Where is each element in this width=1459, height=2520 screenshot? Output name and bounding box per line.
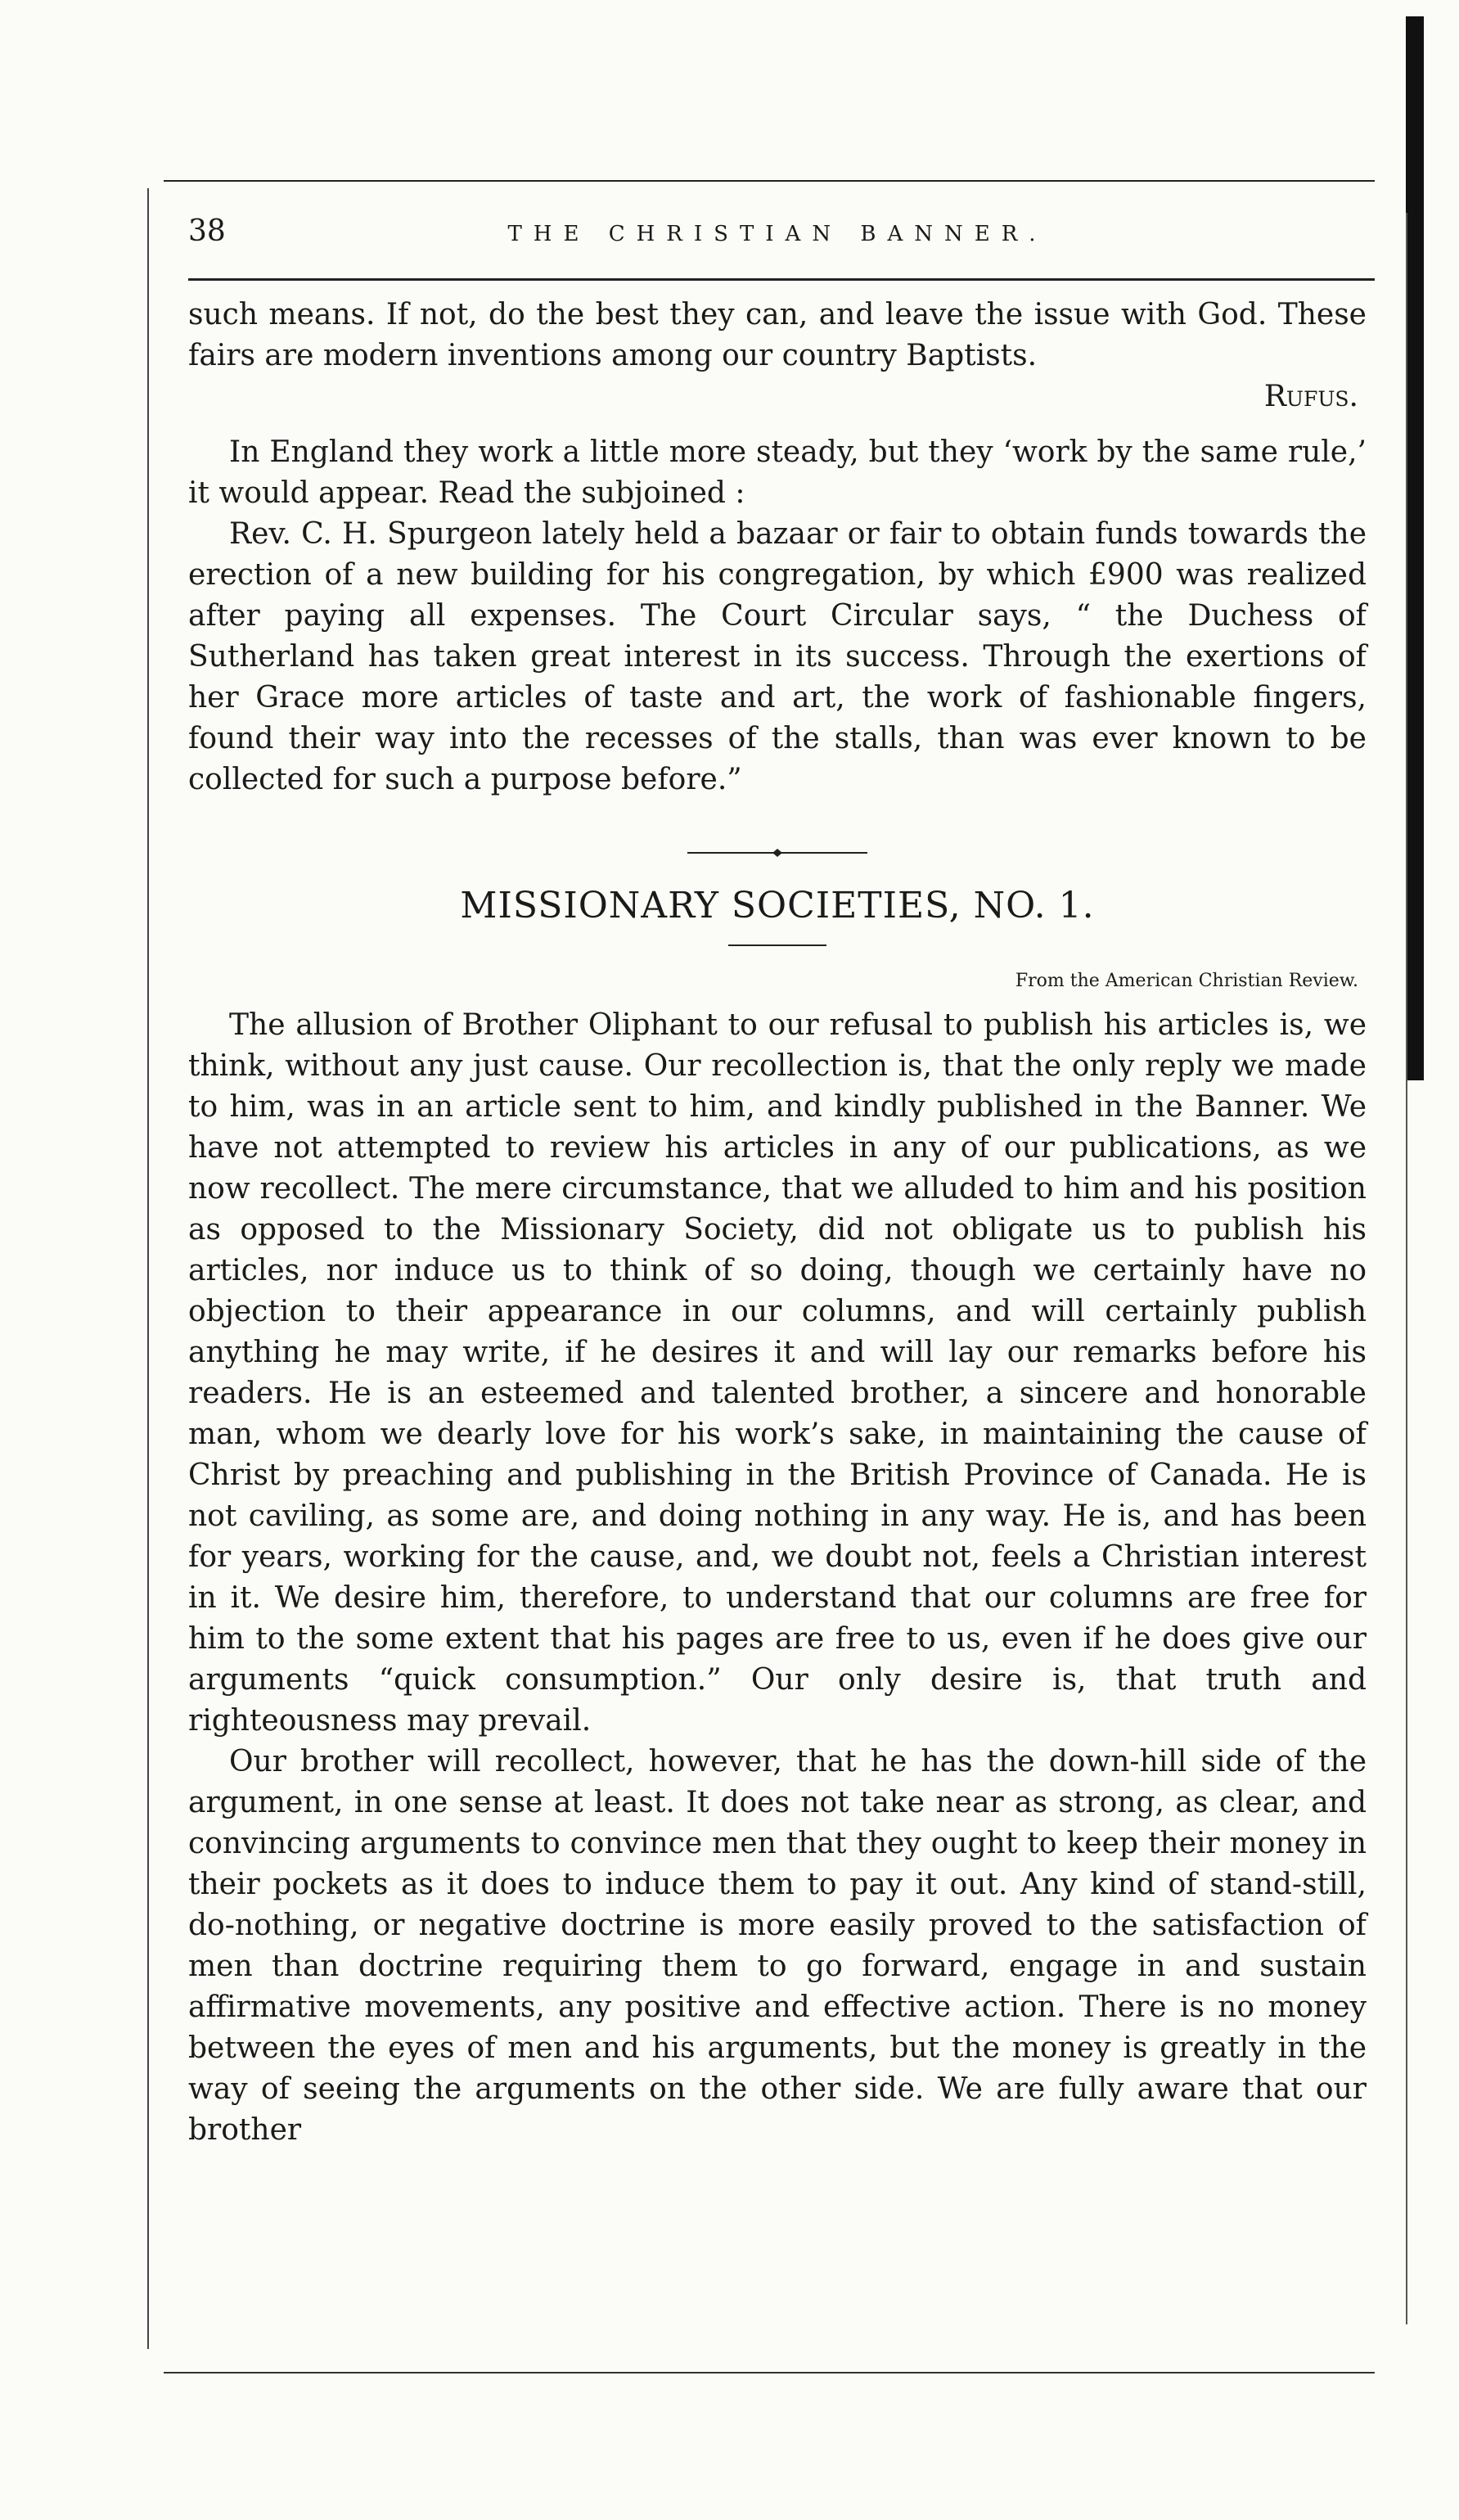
article-paragraph: such means. If not, do the best they can, and leave the issue with God. These fairs are modern inventions among our country Baptists. [188,298,1367,372]
signature: Rufus. [1263,380,1358,413]
quoted-passage: Rev. C. H. Spurgeon lately held a bazaar or fair to obtain funds towards the erection of a new building for his congregation, by which £900 was realized after paying all expenses. The Court Circular says, “ the Duchess of Sutherland has taken great interest in its success. Through the exertions of her Grace more articles of taste and art, the work of fashionable fingers, found their way into the recesses of the stalls, than was ever known to be collected for such a purpose before.” [188,517,1367,796]
article-paragraph: The allusion of Brother Oliphant to our refusal to publish his articles is, we think, without any just cause. Our recollection is, that the only reply we made to him, was in an article sent to him, and kindly published in the Banner. We have not attempted to review his articles in any of our publications, as we now recollect. The mere circumstance, that we alluded to him and his position as opposed to the Missionary Society, did not obligate us to publish his articles, nor induce us to think of so doing, though we certainly have no objection to their appearance in our columns, and will certainly publish anything he may write, if he desires it and will lay our remarks before his readers. He is an esteemed and talented brother, a sincere and honorable man, whom we dearly love for his work’s sake, in maintaining the cause of Christ by preaching and publishing in the British Province of Canada. He is not caviling, as some are, and doing nothing in any way. He is, and has been for years, working for the cause, and, we doubt not, feels a Christian interest in it. We desire him, therefore, to understand that our columns are free for him to the some extent that his pages are free to us, even if he does give our arguments “quick consumption.” Our only desire is, that truth and righteousness may prevail. [188,1008,1367,1738]
header-rule [188,278,1375,281]
article-paragraph: Our brother will recollect, however, that he has the down-hill side of the argument, in one sense at least. It does not take near as strong, as clear, and convincing arguments to convince men that they ought to keep their money in their pockets as it does to induce them to pay it out. Any kind of stand-still, do-nothing, or negative doctrine is more easily proved to the satisfaction of men than doctrine requiring them to go forward, engage in and sustain affirmative movements, any positive and effective action. There is no money between the eyes of men and his arguments, but the money is greatly in the way of seeing the arguments on the other side. We are fully aware that our brother [188,1745,1367,2147]
section-title: MISSIONARY SOCIETIES, NO. 1. [460,885,1095,926]
source-attribution: From the American Christian Review. [1015,971,1358,991]
right-border-rule [1406,213,1407,2324]
bottom-border-rule [164,2372,1375,2373]
left-border-rule [147,188,149,2349]
section-divider-ornament [687,848,867,858]
page-edge-bar [1406,16,1424,1080]
title-rule [728,944,826,946]
page-header [188,214,1367,248]
page [164,164,1375,2373]
page-content [188,295,1367,2151]
article-paragraph: In England they work a little more steady, but they ‘work by the same rule,’ it would appear. Read the subjoined : [188,435,1367,510]
running-head: THE CHRISTIAN BANNER. [507,222,1047,246]
top-border-rule [164,180,1375,182]
page-number: 38 [188,214,226,248]
